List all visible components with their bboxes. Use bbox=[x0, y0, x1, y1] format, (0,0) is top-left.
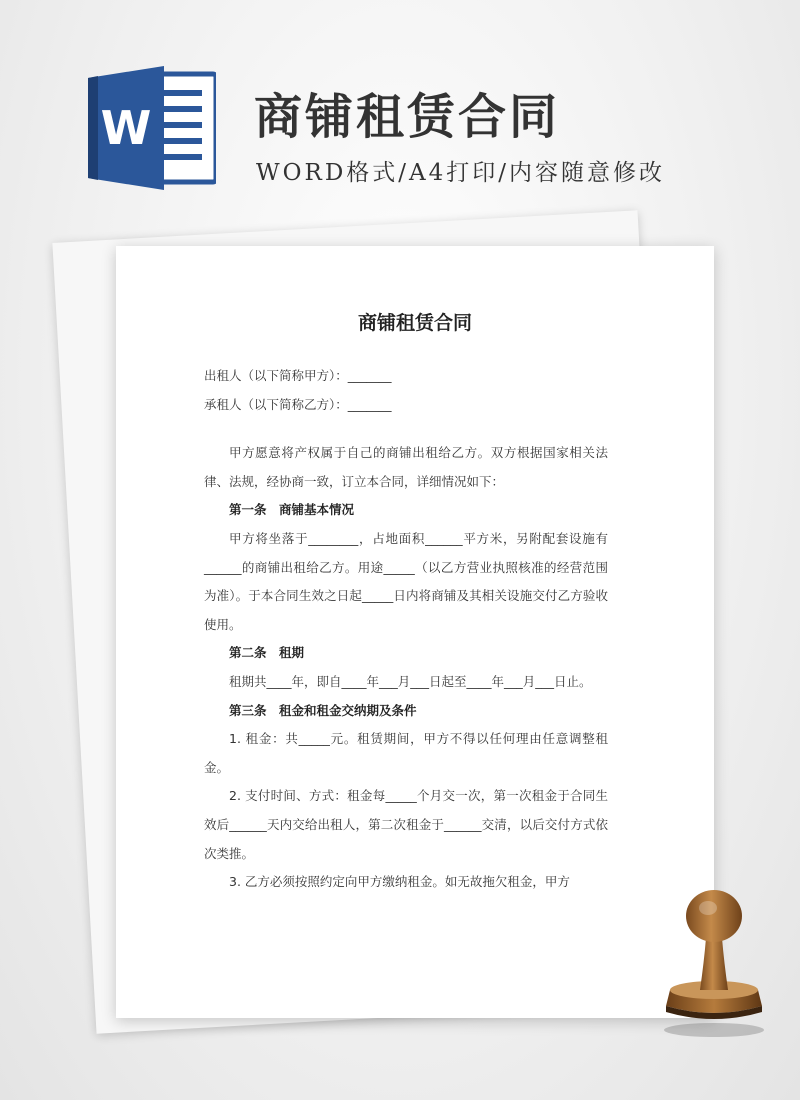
contract-title: 商铺租赁合同 bbox=[357, 312, 472, 334]
article-2-text: 租期共____年，即自____年___月___日起至____年___月___日止。 bbox=[229, 673, 592, 689]
word-document-icon bbox=[88, 66, 216, 190]
rubber-stamp-icon bbox=[652, 878, 772, 1038]
document-page bbox=[116, 246, 714, 1018]
intro-paragraph: 甲方愿意将产权属于自己的商铺出租给乙方。双方根据国家相关法律、法规，经协商一致，订立本合同，详细情况如下： bbox=[204, 445, 608, 489]
promo-subtitle: WORD格式/A4打印/内容随意修改 bbox=[256, 160, 665, 186]
contract-body bbox=[204, 362, 608, 897]
article-3-item-2: 2. 支付时间、方式：租金每_____个月交一次，第一次租金于合同生效后______天内交给出租人，第二次租金于______交清，以后交付方式依次类推。 bbox=[204, 788, 608, 861]
article-2-heading: 第二条 租期 bbox=[229, 645, 305, 661]
article-3-heading: 第三条 租金和租金交纳期及条件 bbox=[229, 702, 417, 718]
promo-title: 商铺租赁合同 bbox=[254, 89, 561, 145]
party-a-line: 出租人（以下简称甲方）：_______ bbox=[204, 368, 392, 383]
article-3-item-1: 1. 租金：共_____元。租赁期间，甲方不得以任何理由任意调整租金。 bbox=[204, 731, 608, 775]
party-b-line: 承租人（以下简称乙方）：_______ bbox=[204, 396, 392, 412]
article-1-heading: 第一条 商铺基本情况 bbox=[229, 502, 355, 518]
article-3-item-3: 3. 乙方必须按照约定向甲方缴纳租金。如无故拖欠租金，甲方 bbox=[229, 874, 570, 890]
word-icon-letter: W bbox=[100, 101, 152, 155]
article-1-text: 甲方将坐落于________，占地面积______平方米，另附配套设施有______的商铺出租给乙方。用途_____（以乙方营业执照核准的经营范围为准）。于本合同生效之日起_____日内将商铺及其相关设施交付乙方验收使用。 bbox=[204, 530, 608, 632]
spacer bbox=[204, 419, 608, 439]
